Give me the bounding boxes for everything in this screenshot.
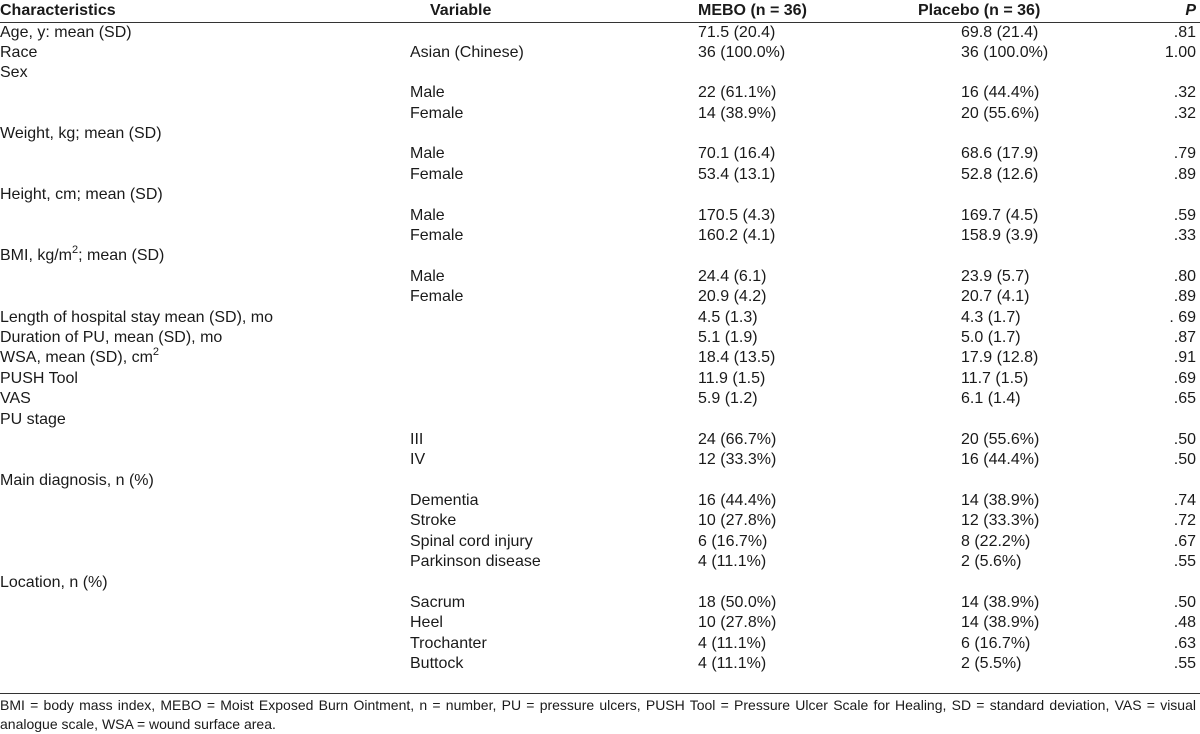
cell-variable: Sacrum xyxy=(410,594,466,612)
cell-placebo: 2 (5.6%) xyxy=(961,553,1022,571)
cell-p-value: .55 xyxy=(1173,553,1196,571)
cell-characteristic xyxy=(0,634,410,654)
cell-placebo: 69.8 (21.4) xyxy=(961,23,1039,41)
table-row xyxy=(0,532,1200,552)
header-mebo: MEBO (n = 36) xyxy=(646,0,876,22)
cell-mebo: 6 (16.7%) xyxy=(698,532,768,550)
cell-characteristic xyxy=(0,124,410,144)
characteristic-text: Sex xyxy=(0,63,28,81)
table-row xyxy=(0,165,1200,185)
table-row xyxy=(0,491,1200,511)
characteristic-text: WSA, mean (SD), cm xyxy=(0,349,153,367)
table-row xyxy=(0,593,1200,613)
characteristic-superscript: 2 xyxy=(72,244,79,257)
header-placebo: Placebo (n = 36) xyxy=(876,0,1126,22)
footnote-divider xyxy=(0,693,1200,694)
table-body xyxy=(0,22,1200,675)
cell-placebo: 52.8 (12.6) xyxy=(961,165,1039,183)
cell-mebo: 10 (27.8%) xyxy=(698,614,777,632)
characteristic-text: VAS xyxy=(0,390,31,408)
characteristic-text: Race xyxy=(0,43,38,61)
characteristic-text: Length of hospital stay mean (SD), mo xyxy=(0,308,274,326)
characteristic-text: Location, n (%) xyxy=(0,573,108,591)
table-row xyxy=(0,63,1200,83)
cell-p-value xyxy=(1126,246,1200,266)
cell-characteristic xyxy=(0,552,410,572)
cell-characteristic xyxy=(0,43,410,63)
cell-placebo xyxy=(876,185,1126,205)
cell-p-value xyxy=(1126,410,1200,430)
cell-characteristic xyxy=(0,410,410,430)
cell-p-value: 1.00 xyxy=(1164,43,1196,61)
cell-placebo: 6.1 (1.4) xyxy=(961,390,1021,408)
table-row xyxy=(0,410,1200,430)
cell-mebo: 5.1 (1.9) xyxy=(698,328,758,346)
cell-characteristic xyxy=(0,613,410,633)
cell-variable: Male xyxy=(410,84,445,102)
cell-variable: Male xyxy=(410,267,445,285)
cell-p-value: .91 xyxy=(1173,349,1196,367)
cell-characteristic xyxy=(0,593,410,613)
cell-p-value: .72 xyxy=(1173,512,1196,530)
cell-placebo xyxy=(876,63,1126,83)
cell-characteristic xyxy=(0,287,410,307)
cell-mebo: 11.9 (1.5) xyxy=(698,369,766,387)
characteristic-text: Duration of PU, mean (SD), mo xyxy=(0,328,223,346)
cell-characteristic xyxy=(0,83,410,103)
table-row xyxy=(0,124,1200,144)
cell-placebo: 20.7 (4.1) xyxy=(961,288,1030,306)
table-row xyxy=(0,83,1200,103)
cell-mebo: 170.5 (4.3) xyxy=(698,206,776,224)
cell-variable: Trochanter xyxy=(410,634,487,652)
cell-characteristic xyxy=(0,226,410,246)
characteristic-text: Main diagnosis, n (%) xyxy=(0,471,154,489)
table-row xyxy=(0,389,1200,409)
cell-characteristic xyxy=(0,185,410,205)
table-row xyxy=(0,104,1200,124)
cell-placebo xyxy=(876,573,1126,593)
cell-placebo: 16 (44.4%) xyxy=(961,84,1040,102)
cell-characteristic xyxy=(0,369,410,389)
cell-variable: Male xyxy=(410,206,445,224)
cell-characteristic xyxy=(0,348,410,368)
table-row xyxy=(0,511,1200,531)
cell-placebo xyxy=(876,471,1126,491)
cell-mebo: 36 (100.0%) xyxy=(698,43,786,61)
table-row xyxy=(0,552,1200,572)
cell-characteristic xyxy=(0,22,410,43)
cell-placebo: 12 (33.3%) xyxy=(961,512,1040,530)
table-row xyxy=(0,634,1200,654)
cell-characteristic xyxy=(0,532,410,552)
table-row xyxy=(0,43,1200,63)
cell-placebo: 23.9 (5.7) xyxy=(961,267,1030,285)
cell-p-value: .74 xyxy=(1173,492,1196,510)
cell-characteristic xyxy=(0,511,410,531)
cell-variable xyxy=(410,369,646,389)
cell-placebo: 169.7 (4.5) xyxy=(961,206,1039,224)
cell-mebo: 70.1 (16.4) xyxy=(698,145,776,163)
cell-variable: Spinal cord injury xyxy=(410,532,533,550)
cell-mebo xyxy=(646,471,876,491)
cell-mebo: 12 (33.3%) xyxy=(698,451,777,469)
cell-placebo: 20 (55.6%) xyxy=(961,104,1040,122)
cell-p-value: .48 xyxy=(1173,614,1196,632)
cell-mebo xyxy=(646,573,876,593)
table-row xyxy=(0,450,1200,470)
cell-variable xyxy=(410,348,646,368)
table-row xyxy=(0,369,1200,389)
cell-placebo: 36 (100.0%) xyxy=(961,43,1049,61)
cell-p-value: .67 xyxy=(1173,532,1196,550)
cell-characteristic xyxy=(0,63,410,83)
cell-p-value: .33 xyxy=(1173,227,1196,245)
table-row xyxy=(0,246,1200,266)
table-header xyxy=(0,0,1200,22)
cell-characteristic xyxy=(0,267,410,287)
cell-p-value xyxy=(1126,573,1200,593)
cell-variable: Asian (Chinese) xyxy=(410,43,524,61)
cell-characteristic xyxy=(0,246,410,266)
cell-characteristic xyxy=(0,206,410,226)
cell-placebo: 20 (55.6%) xyxy=(961,430,1040,448)
cell-p-value: .59 xyxy=(1173,206,1196,224)
cell-characteristic xyxy=(0,430,410,450)
cell-placebo: 14 (38.9%) xyxy=(961,492,1040,510)
cell-variable: III xyxy=(410,430,424,448)
cell-mebo xyxy=(646,124,876,144)
cell-variable: Female xyxy=(410,165,464,183)
cell-variable: Parkinson disease xyxy=(410,553,541,571)
cell-mebo: 24 (66.7%) xyxy=(698,430,777,448)
cell-placebo: 2 (5.5%) xyxy=(961,655,1022,673)
table-row xyxy=(0,287,1200,307)
cell-p-value: .32 xyxy=(1173,84,1196,102)
cell-p-value: .65 xyxy=(1173,390,1196,408)
cell-variable xyxy=(410,410,646,430)
cell-mebo xyxy=(646,63,876,83)
cell-characteristic xyxy=(0,389,410,409)
cell-p-value: .50 xyxy=(1173,430,1196,448)
cell-variable: Female xyxy=(410,104,464,122)
characteristic-text: Age, y: mean (SD) xyxy=(0,23,132,41)
cell-mebo: 14 (38.9%) xyxy=(698,104,777,122)
cell-variable xyxy=(410,471,646,491)
cell-p-value: .32 xyxy=(1173,104,1196,122)
cell-mebo: 4 (11.1%) xyxy=(698,553,767,571)
cell-characteristic xyxy=(0,491,410,511)
cell-characteristic xyxy=(0,328,410,348)
cell-p-value: .81 xyxy=(1173,23,1196,41)
cell-characteristic xyxy=(0,165,410,185)
cell-mebo xyxy=(646,246,876,266)
cell-mebo: 4 (11.1%) xyxy=(698,655,767,673)
characteristic-text: PUSH Tool xyxy=(0,369,78,387)
table-row xyxy=(0,430,1200,450)
cell-p-value: .89 xyxy=(1173,288,1196,306)
cell-variable: Heel xyxy=(410,614,443,632)
cell-placebo: 17.9 (12.8) xyxy=(961,349,1039,367)
cell-p-value: .50 xyxy=(1173,594,1196,612)
cell-p-value: .87 xyxy=(1173,328,1196,346)
cell-placebo: 158.9 (3.9) xyxy=(961,227,1039,245)
cell-placebo: 8 (22.2%) xyxy=(961,532,1031,550)
cell-characteristic xyxy=(0,144,410,164)
header-row xyxy=(0,0,1200,22)
cell-variable xyxy=(410,124,646,144)
cell-variable xyxy=(410,246,646,266)
cell-mebo xyxy=(646,410,876,430)
cell-variable xyxy=(410,573,646,593)
cell-mebo: 10 (27.8%) xyxy=(698,512,777,530)
header-p-value: P xyxy=(1126,0,1200,22)
characteristic-text: Height, cm; mean (SD) xyxy=(0,186,163,204)
cell-placebo: 16 (44.4%) xyxy=(961,451,1040,469)
cell-mebo: 160.2 (4.1) xyxy=(698,227,776,245)
cell-variable: Dementia xyxy=(410,492,479,510)
cell-p-value: .79 xyxy=(1173,145,1196,163)
cell-variable: Buttock xyxy=(410,655,464,673)
cell-variable xyxy=(410,389,646,409)
cell-placebo: 5.0 (1.7) xyxy=(961,328,1021,346)
table-row xyxy=(0,22,1200,43)
cell-variable: Female xyxy=(410,288,464,306)
cell-p-value xyxy=(1126,124,1200,144)
cell-variable xyxy=(410,328,646,348)
table-row xyxy=(0,206,1200,226)
table-row xyxy=(0,348,1200,368)
cell-characteristic xyxy=(0,573,410,593)
header-variable: Variable xyxy=(410,0,646,22)
cell-characteristic xyxy=(0,450,410,470)
characteristic-text: PU stage xyxy=(0,410,66,428)
cell-placebo: 14 (38.9%) xyxy=(961,594,1040,612)
cell-p-value: .80 xyxy=(1173,267,1196,285)
table-row xyxy=(0,226,1200,246)
cell-mebo: 22 (61.1%) xyxy=(698,84,777,102)
table-row xyxy=(0,613,1200,633)
cell-placebo xyxy=(876,246,1126,266)
characteristic-superscript: 2 xyxy=(152,346,160,359)
cell-p-value: .63 xyxy=(1173,634,1196,652)
cell-mebo: 24.4 (6.1) xyxy=(698,267,767,285)
cell-placebo: 4.3 (1.7) xyxy=(961,308,1021,326)
cell-p-value xyxy=(1126,63,1200,83)
cell-variable: Stroke xyxy=(410,512,457,530)
cell-mebo: 16 (44.4%) xyxy=(698,492,777,510)
cell-characteristic xyxy=(0,654,410,674)
cell-placebo: 11.7 (1.5) xyxy=(961,369,1029,387)
cell-mebo: 71.5 (20.4) xyxy=(698,23,776,41)
cell-p-value: .89 xyxy=(1173,165,1196,183)
cell-p-value: .50 xyxy=(1173,451,1196,469)
cell-mebo: 20.9 (4.2) xyxy=(698,288,767,306)
cell-placebo xyxy=(876,410,1126,430)
cell-mebo: 4 (11.1%) xyxy=(698,634,767,652)
cell-placebo: 14 (38.9%) xyxy=(961,614,1040,632)
table-row xyxy=(0,308,1200,328)
table-row xyxy=(0,328,1200,348)
cell-characteristic xyxy=(0,471,410,491)
cell-variable xyxy=(410,22,646,43)
characteristic-text: BMI, kg/m xyxy=(0,247,73,265)
cell-variable xyxy=(410,308,646,328)
cell-p-value xyxy=(1126,185,1200,205)
table-row xyxy=(0,144,1200,164)
characteristic-text: Weight, kg; mean (SD) xyxy=(0,125,162,143)
cell-characteristic xyxy=(0,104,410,124)
cell-characteristic xyxy=(0,308,410,328)
table-row xyxy=(0,471,1200,491)
cell-placebo xyxy=(876,124,1126,144)
cell-variable: IV xyxy=(410,451,426,469)
cell-mebo: 5.9 (1.2) xyxy=(698,390,758,408)
cell-mebo: 18 (50.0%) xyxy=(698,594,777,612)
cell-variable: Male xyxy=(410,145,445,163)
cell-mebo: 4.5 (1.3) xyxy=(698,308,758,326)
table-row xyxy=(0,267,1200,287)
cell-variable: Female xyxy=(410,227,464,245)
cell-p-value: . 69 xyxy=(1169,308,1196,326)
cell-mebo: 18.4 (13.5) xyxy=(698,349,776,367)
cell-p-value xyxy=(1126,471,1200,491)
header-characteristics: Characteristics xyxy=(0,0,410,22)
table-footnote: BMI = body mass index, MEBO = Moist Exposed Burn Ointment, n = number, PU = pressure ulcers, PUSH Tool = Pressure Ulcer Scale for Healing, SD = standard deviation, VAS = visual analogue scale, WSA = wound surface area. xyxy=(0,697,1196,732)
table-row xyxy=(0,654,1200,674)
cell-mebo: 53.4 (13.1) xyxy=(698,165,776,183)
characteristic-text-suffix: ; mean (SD) xyxy=(78,247,165,265)
table-row xyxy=(0,573,1200,593)
table-row xyxy=(0,185,1200,205)
cell-p-value: .55 xyxy=(1173,655,1196,673)
cell-mebo xyxy=(646,185,876,205)
cell-variable xyxy=(410,63,646,83)
cell-placebo: 68.6 (17.9) xyxy=(961,145,1039,163)
cell-placebo: 6 (16.7%) xyxy=(961,634,1031,652)
cell-variable xyxy=(410,185,646,205)
cell-p-value: .69 xyxy=(1173,369,1196,387)
